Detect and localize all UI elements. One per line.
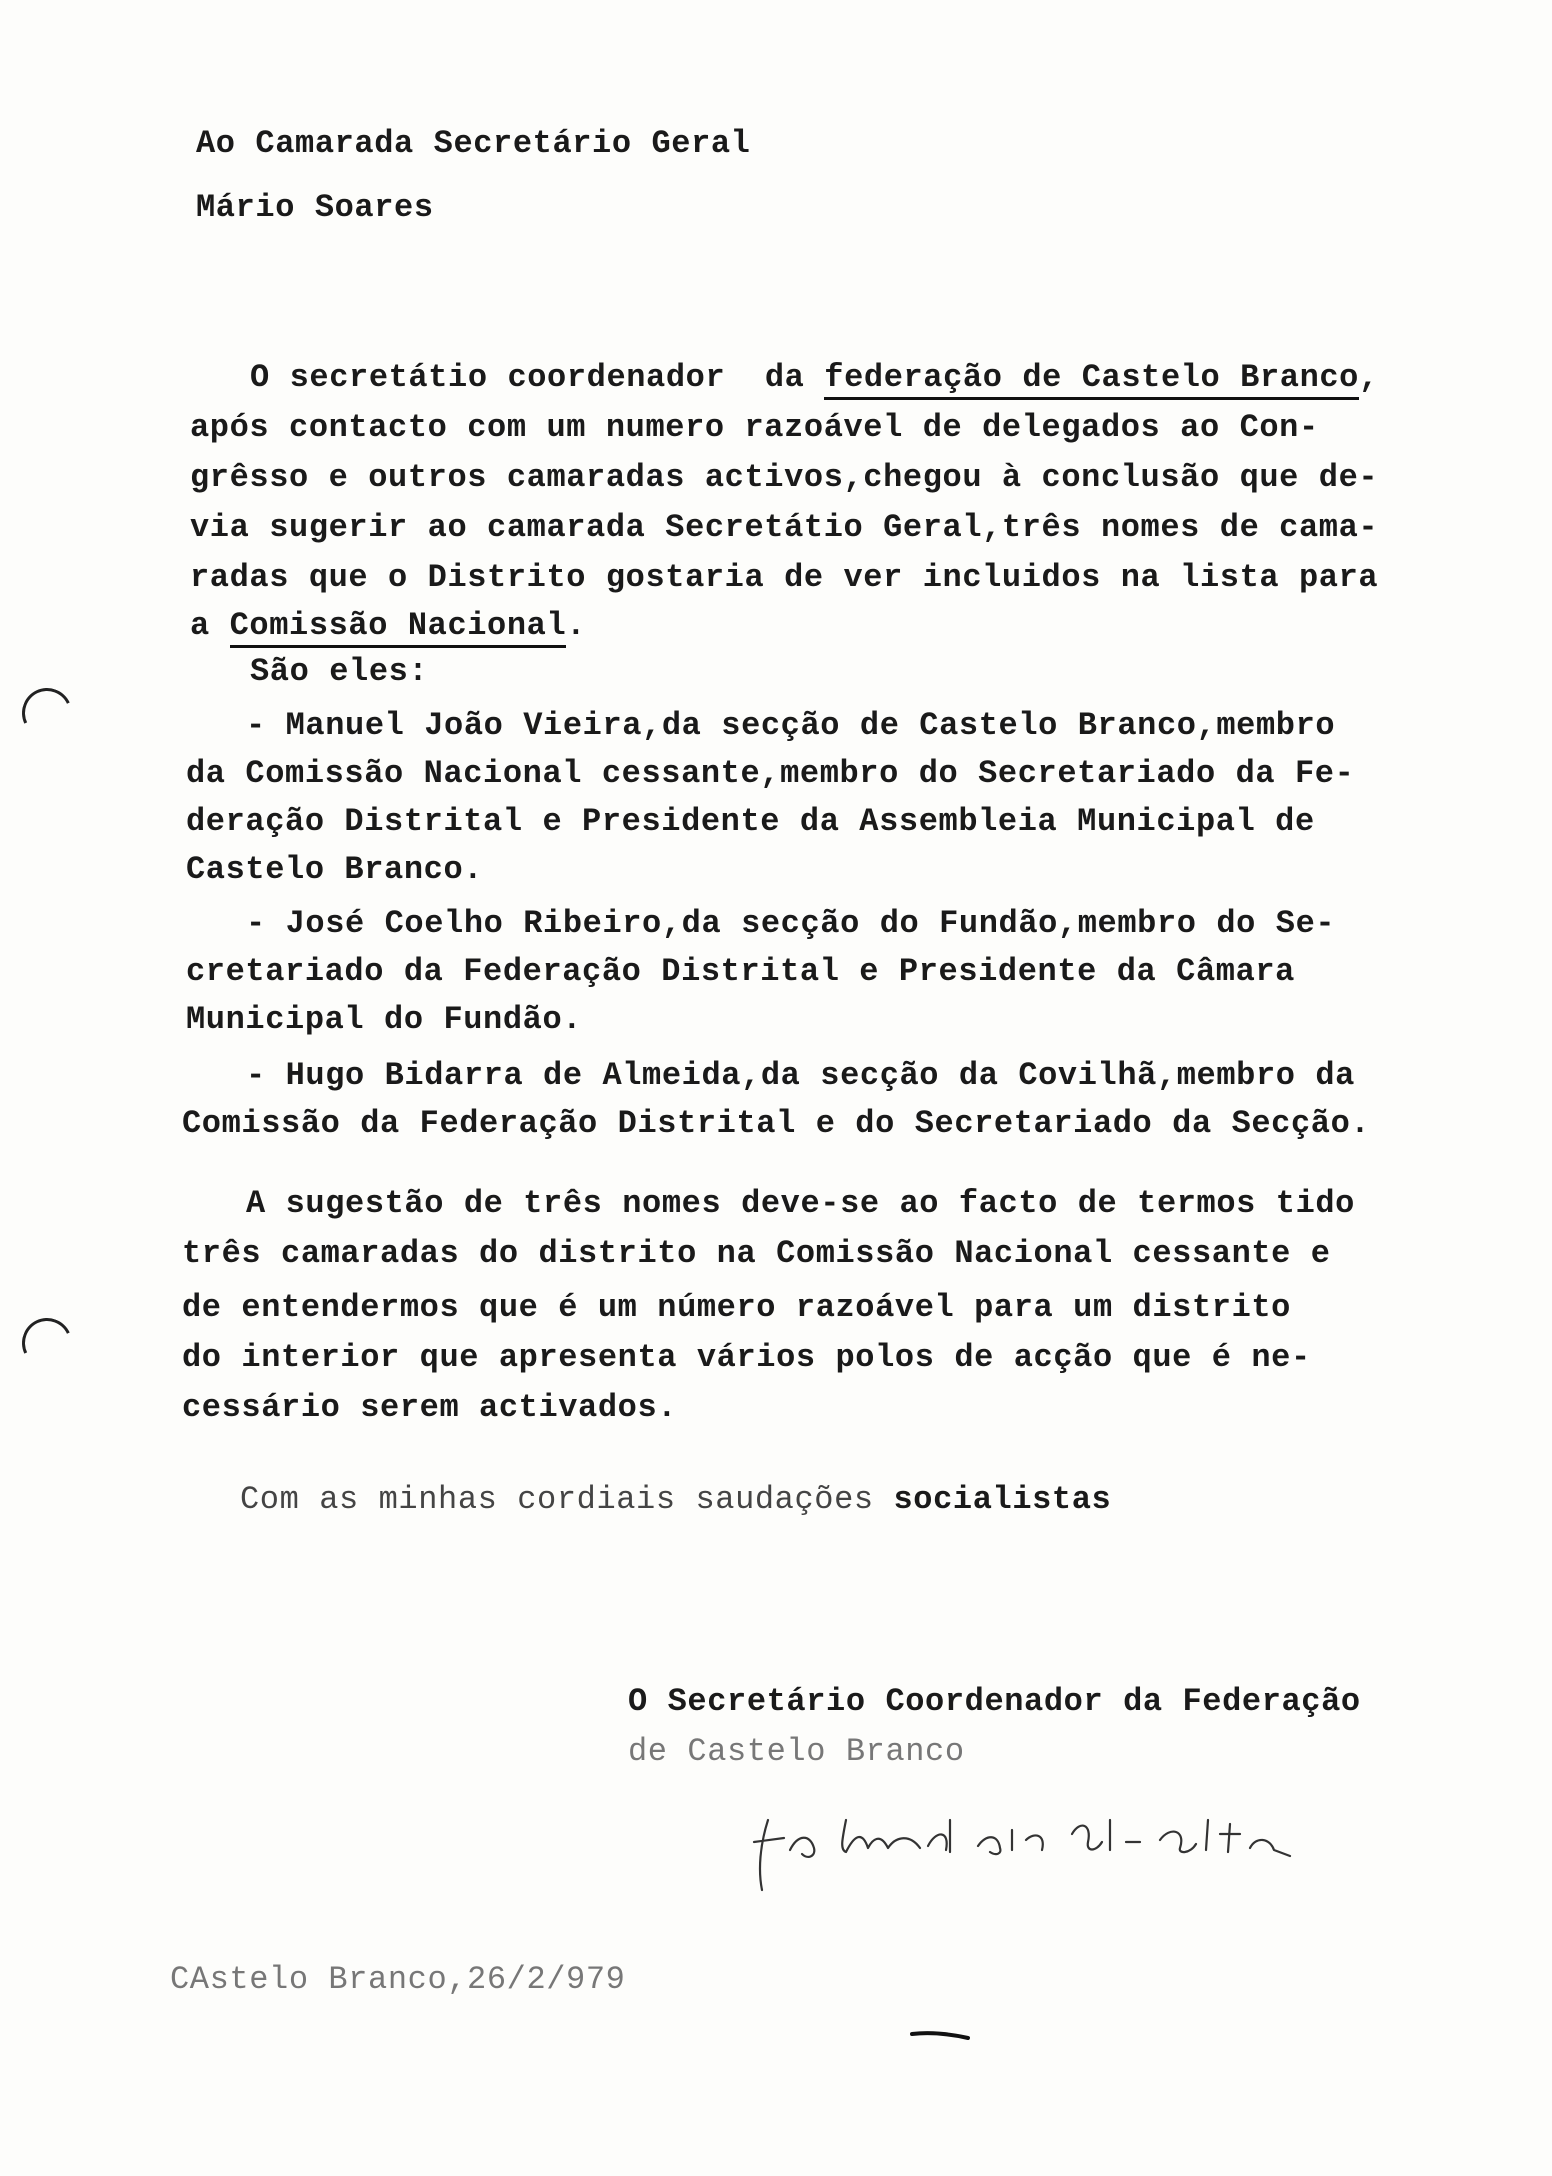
handwritten-signature <box>750 1790 1310 1900</box>
paragraph-2-line-3: de entendermos que é um número razoável para um distrito <box>182 1289 1291 1326</box>
recipient-name: Mário Soares <box>196 189 434 226</box>
paragraph-1-line-2: após contacto com um numero razoável de delegados ao Con- <box>190 409 1319 446</box>
paragraph-2-line-1: A sugestão de três nomes deve-se ao facto de termos tido <box>246 1185 1355 1222</box>
paragraph-1-line-5: radas que o Distrito gostaria de ver incluidos na lista para <box>190 559 1379 596</box>
paragraph-1-line-4: via sugerir ao camarada Secretátio Geral,três nomes de cama- <box>190 509 1379 546</box>
item-3-line-2: Comissão da Federação Distrital e do Secretariado da Secção. <box>182 1105 1371 1142</box>
item-1-line-4: Castelo Branco. <box>186 851 484 888</box>
item-3-line-1: - Hugo Bidarra de Almeida,da secção da Covilhã,membro da <box>246 1057 1355 1094</box>
place-and-date: CAstelo Branco,26/2/979 <box>170 1961 626 1998</box>
paragraph-1-line-1: O secretátio coordenador da federação de Castelo Branco, <box>250 358 1379 398</box>
item-2-line-2: cretariado da Federação Distrital e Presidente da Câmara <box>186 953 1295 990</box>
paragraph-1-line-3: grêsso e outros camaradas activos,chegou à conclusão que de- <box>190 459 1379 496</box>
list-intro: São eles: <box>250 653 429 690</box>
signatory-title-line-1: O Secretário Coordenador da Federação <box>628 1683 1361 1720</box>
signatory-title-line-2: de Castelo Branco <box>628 1733 965 1770</box>
punch-hole-top <box>15 681 79 745</box>
item-1-line-2: da Comissão Nacional cessante,membro do Secretariado da Fe- <box>186 755 1355 792</box>
underlined-commission: Comissão Nacional <box>230 607 567 648</box>
underlined-federation: federação de Castelo Branco <box>824 359 1359 400</box>
paragraph-2-line-5: cessário serem activados. <box>182 1389 678 1426</box>
paragraph-1-line-6: a Comissão Nacional. <box>190 606 586 646</box>
ink-dash-mark <box>910 2030 970 2040</box>
item-1-line-3: deração Distrital e Presidente da Assembleia Municipal de <box>186 803 1315 840</box>
punch-hole-bottom <box>15 1311 79 1375</box>
paragraph-2-line-2: três camaradas do distrito na Comissão Nacional cessante e <box>182 1235 1331 1272</box>
closing-salutation: Com as minhas cordiais saudações socialistas <box>240 1481 1112 1518</box>
item-2-line-3: Municipal do Fundão. <box>186 1001 583 1038</box>
recipient-line: Ao Camarada Secretário Geral <box>196 125 751 162</box>
item-2-line-1: - José Coelho Ribeiro,da secção do Fundão,membro do Se- <box>246 905 1336 942</box>
paragraph-2-line-4: do interior que apresenta vários polos de acção que é ne- <box>182 1339 1311 1376</box>
item-1-line-1: - Manuel João Vieira,da secção de Castelo Branco,membro <box>246 707 1336 744</box>
